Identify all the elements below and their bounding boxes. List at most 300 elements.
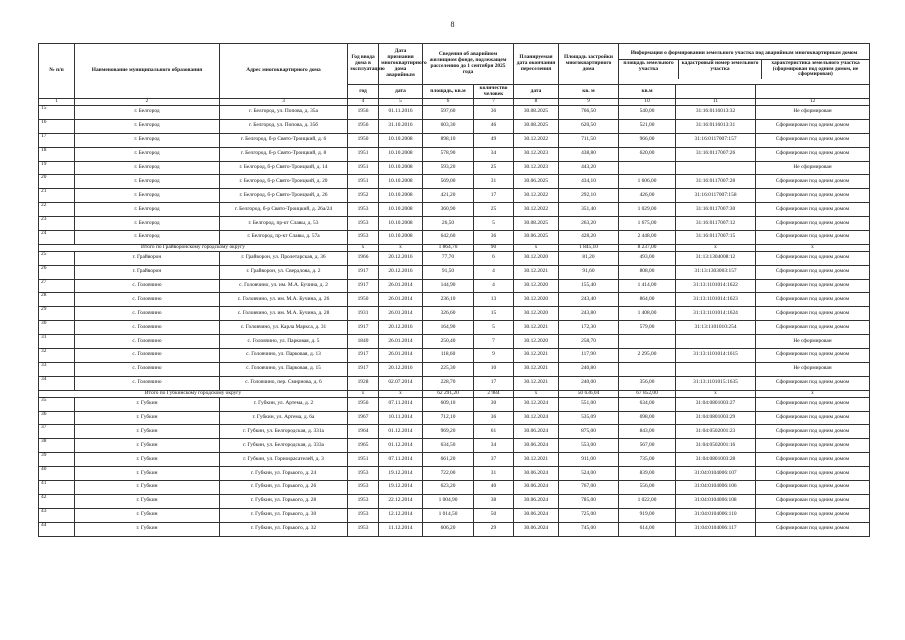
cell-people: 6: [474, 251, 514, 265]
cell-row-num: 38: [39, 439, 75, 453]
cell-land-characteristic: Сформирован под одним домом: [756, 265, 870, 279]
cell-land-characteristic: Сформирован под одним домом: [756, 279, 870, 293]
cell-address: г. Белгород, ул. Попова, д. 35б: [220, 119, 348, 133]
cell-people: 61: [474, 425, 514, 439]
cell-row-num: 16: [39, 119, 75, 133]
cell-address: с. Головчино, пер. Смирнова, д. 6: [220, 376, 348, 390]
cell-municipality: г. Белгород: [75, 230, 220, 244]
cell-cadastral-number: 31:04:0801003:29: [676, 411, 756, 425]
table-row: [39, 175, 870, 189]
cell-municipality: с. Головчино: [75, 335, 220, 349]
total-cell: 50 636,04: [559, 390, 619, 397]
cell-recognition-date: 31.10.2016: [379, 119, 423, 133]
cell-land-area: 1 414,00: [619, 279, 676, 293]
cell-people: 9: [474, 349, 514, 363]
cell-planned-date: 30.12.2022: [514, 133, 559, 147]
cell-land-characteristic: Сформирован под одним домом: [756, 439, 870, 453]
cell-area: 712,10: [423, 411, 474, 425]
cell-people: 31: [474, 175, 514, 189]
total-cell: x: [514, 244, 559, 251]
cell-cadastral-number: 31:16:0116013:32: [676, 105, 756, 119]
cell-year: 1917: [348, 321, 379, 335]
cell-year: 1917: [348, 265, 379, 279]
cell-building-area: 911,00: [559, 453, 619, 467]
cell-land-characteristic: Сформирован под одним домом: [756, 411, 870, 425]
cell-cadastral-number: 31:13:1101014:1624: [676, 307, 756, 321]
cell-cadastral-number: [676, 161, 756, 175]
cell-year: 1951: [348, 453, 379, 467]
cell-planned-date: 30.12.2022: [514, 189, 559, 203]
cell-people: 46: [474, 119, 514, 133]
cell-municipality: г. Губкин: [75, 411, 220, 425]
cell-year: 1953: [348, 508, 379, 522]
cell-planned-date: 30.12.2020: [514, 293, 559, 307]
cell-land-characteristic: Сформирован под одним домом: [756, 376, 870, 390]
table-row: [39, 251, 870, 265]
header-land-characteristic: характеристика земельного участка (сформирован под одним домом, не сформирован): [771, 59, 860, 78]
total-cell: x: [348, 390, 379, 397]
cell-planned-date: 30.06.2024: [514, 425, 559, 439]
cell-year: 1917: [348, 349, 379, 363]
cell-land-characteristic: Сформирован под одним домом: [756, 203, 870, 217]
column-numbers-row: [39, 99, 870, 106]
cell-people: 29: [474, 522, 514, 536]
cell-cadastral-number: [676, 362, 756, 376]
unit-year: год: [348, 85, 379, 99]
cell-row-num: 15: [39, 105, 75, 119]
table-row: [39, 119, 870, 133]
cell-land-area: [619, 362, 676, 376]
cell-people: 7: [474, 335, 514, 349]
cell-planned-date: 30.12.2020: [514, 335, 559, 349]
cell-cadastral-number: 31:13:1304008:12: [676, 251, 756, 265]
cell-cadastral-number: 31:13:1101014:1615: [676, 349, 756, 363]
cell-recognition-date: 20.12.2016: [379, 321, 423, 335]
cell-year: 1953: [348, 230, 379, 244]
unit-date-planned: дата: [514, 85, 559, 99]
cell-year: 1953: [348, 522, 379, 536]
cell-people: 25: [474, 161, 514, 175]
cell-people: 34: [474, 147, 514, 161]
cell-address: г. Губкин, ул. Горнospасателей, д. 3: [220, 453, 348, 467]
cell-address: г. Белгород, пр-кт Славы, д. 53: [220, 217, 348, 231]
cell-people: 25: [474, 203, 514, 217]
header-address: Адрес многоквартирного дома: [220, 44, 348, 99]
cell-building-area: 524,00: [559, 467, 619, 481]
cell-recognition-date: 10.10.2008: [379, 147, 423, 161]
cell-building-area: 240,00: [559, 376, 619, 390]
cell-address: с. Головчино, ул. им. М.А. Бучина, д. 28: [220, 307, 348, 321]
cell-area: 225,30: [423, 362, 474, 376]
cell-area: 603,30: [423, 119, 474, 133]
cell-address: г. Белгород, б-р Свято-Троицкий, д. 26а/24: [220, 203, 348, 217]
header-recognition-date: Дата признания многоквартирного дома аварийным: [379, 44, 423, 85]
cell-area: 118,60: [423, 349, 474, 363]
column-number: 7: [474, 99, 514, 106]
cell-land-area: 356,00: [619, 376, 676, 390]
cell-planned-date: 30.12.2020: [514, 307, 559, 321]
cell-building-area: 428,20: [559, 230, 619, 244]
cell-municipality: с. Головчино: [75, 293, 220, 307]
cell-cadastral-number: 31:04:0502001:23: [676, 425, 756, 439]
cell-row-num: 18: [39, 147, 75, 161]
table-row: [39, 349, 870, 363]
cell-area: 898,10: [423, 133, 474, 147]
cell-planned-date: 30.06.2024: [514, 494, 559, 508]
table-row: [39, 293, 870, 307]
cell-address: г. Белгород, б-р Свято-Троицкий, д. 14: [220, 161, 348, 175]
column-number: 2: [75, 99, 220, 106]
cell-cadastral-number: 31:04:0104006:108: [676, 494, 756, 508]
cell-land-characteristic: Сформирован под одним домом: [756, 397, 870, 411]
cell-row-num: 40: [39, 467, 75, 481]
cell-land-area: 1 029,00: [619, 203, 676, 217]
table-row: [39, 161, 870, 175]
cell-land-area: 735,00: [619, 453, 676, 467]
cell-recognition-date: 10.11.2014: [379, 411, 423, 425]
table-row: [39, 203, 870, 217]
cell-area: 609,10: [423, 397, 474, 411]
cell-planned-date: 30.06.2025: [514, 230, 559, 244]
cell-planned-date: 30.06.2025: [514, 175, 559, 189]
unit-area: площадь, кв.м: [423, 85, 474, 99]
cell-cadastral-number: 31:13:1101010:254: [676, 321, 756, 335]
cell-people: 36: [474, 230, 514, 244]
cell-land-area: 843,00: [619, 425, 676, 439]
cell-building-area: 725,00: [559, 508, 619, 522]
cell-land-characteristic: Сформирован под одним домом: [756, 230, 870, 244]
cell-building-area: 81,20: [559, 251, 619, 265]
cell-area: 77,70: [423, 251, 474, 265]
cell-address: г. Губкин, ул. Горького, д. 28: [220, 494, 348, 508]
cell-recognition-date: 10.10.2008: [379, 133, 423, 147]
cell-year: 1956: [348, 105, 379, 119]
cell-municipality: с. Головчино: [75, 279, 220, 293]
cell-building-area: 553,00: [559, 439, 619, 453]
cell-people: 5: [474, 321, 514, 335]
cell-row-num: 39: [39, 453, 75, 467]
cell-land-area: 493,00: [619, 251, 676, 265]
cell-land-characteristic: Сформирован под одним домом: [756, 133, 870, 147]
cell-recognition-date: 22.12.2014: [379, 494, 423, 508]
cell-building-area: 351,40: [559, 203, 619, 217]
cell-row-num: 33: [39, 362, 75, 376]
cell-area: 164,90: [423, 321, 474, 335]
total-cell: x: [514, 390, 559, 397]
cell-row-num: 26: [39, 265, 75, 279]
cell-cadastral-number: 31:16:0117007:157: [676, 133, 756, 147]
cell-row-num: 32: [39, 349, 75, 363]
cell-municipality: г. Губкин: [75, 494, 220, 508]
cell-building-area: 91,60: [559, 265, 619, 279]
cell-year: 1953: [348, 203, 379, 217]
cell-address: с. Головчино, ул. Парковая, д. 15: [220, 362, 348, 376]
table-row: [39, 307, 870, 321]
cell-year: 1965: [348, 439, 379, 453]
total-cell: 67 852,00: [619, 390, 676, 397]
cell-recognition-date: 26.01.2014: [379, 293, 423, 307]
cell-year: 1964: [348, 425, 379, 439]
cell-building-area: 551,00: [559, 397, 619, 411]
cell-cadastral-number: 31:13:1101015:1635: [676, 376, 756, 390]
table-row: [39, 321, 870, 335]
cell-people: 38: [474, 494, 514, 508]
cell-land-characteristic: Не сформирован: [756, 362, 870, 376]
cell-people: 34: [474, 439, 514, 453]
cell-planned-date: 30.06.2024: [514, 467, 559, 481]
cell-municipality: г. Губкин: [75, 425, 220, 439]
cell-planned-date: 30.06.2024: [514, 480, 559, 494]
cell-row-num: 23: [39, 217, 75, 231]
cell-land-area: 567,00: [619, 439, 676, 453]
cell-land-area: 698,00: [619, 411, 676, 425]
table-row: [39, 335, 870, 349]
header-planned-date: Планируемая дата окончания переселения: [514, 44, 559, 85]
cell-address: г. Белгород, б-р Свято-Троицкий, д. 6: [220, 133, 348, 147]
cell-address: г. Губкин, ул. Белгородская, д. 333а: [220, 439, 348, 453]
cell-year: 1956: [348, 397, 379, 411]
cell-year: 1953: [348, 217, 379, 231]
cell-address: г. Губкин, ул. Горького, д. 24: [220, 467, 348, 481]
table-row: [39, 425, 870, 439]
cell-year: 1951: [348, 175, 379, 189]
cell-planned-date: 30.12.2022: [514, 203, 559, 217]
cell-municipality: г. Белгород: [75, 161, 220, 175]
cell-municipality: г. Губкин: [75, 453, 220, 467]
cell-area: 1 004,90: [423, 494, 474, 508]
cell-row-num: 31: [39, 335, 75, 349]
cell-building-area: 443,20: [559, 161, 619, 175]
header-building-area: Площадь застройки многоквартирного дома: [559, 44, 619, 85]
unit-people: количество человек: [474, 85, 514, 99]
cell-row-num: 35: [39, 397, 75, 411]
cell-row-num: 29: [39, 307, 75, 321]
cell-area: 144,90: [423, 279, 474, 293]
cell-land-area: 966,00: [619, 133, 676, 147]
cell-recognition-date: 11.12.2014: [379, 522, 423, 536]
cell-recognition-date: 02.07.2014: [379, 376, 423, 390]
cell-land-characteristic: Сформирован под одним домом: [756, 508, 870, 522]
table-row: [39, 376, 870, 390]
header-land-area: площадь земельного участка: [619, 60, 679, 80]
cell-row-num: 43: [39, 508, 75, 522]
header-emergency-fund-info: Сведения об аварийном жилищном фонде, подлежащем расселению до 1 сентября 2025 года: [423, 44, 514, 85]
cell-year: 1952: [348, 189, 379, 203]
table-row: [39, 494, 870, 508]
cell-row-num: 19: [39, 161, 75, 175]
table-row: [39, 279, 870, 293]
cell-land-area: 2 448,00: [619, 230, 676, 244]
cell-area: 661,20: [423, 453, 474, 467]
cell-land-area: 2 295,00: [619, 349, 676, 363]
cell-area: 228,70: [423, 376, 474, 390]
cell-recognition-date: 10.10.2008: [379, 189, 423, 203]
cell-municipality: г. Белгород: [75, 203, 220, 217]
cell-year: 1931: [348, 307, 379, 321]
cell-building-area: 292,10: [559, 189, 619, 203]
cell-row-num: 30: [39, 321, 75, 335]
cell-municipality: с. Головчино: [75, 362, 220, 376]
cell-recognition-date: 26.01.2014: [379, 335, 423, 349]
cell-land-area: 540,00: [619, 105, 676, 119]
cell-municipality: г. Белгород: [75, 119, 220, 133]
cell-row-num: 17: [39, 133, 75, 147]
cell-planned-date: 30.06.2024: [514, 439, 559, 453]
cell-building-area: 766,50: [559, 105, 619, 119]
cell-area: 597,60: [423, 105, 474, 119]
cell-planned-date: 30.12.2020: [514, 251, 559, 265]
cell-area: 360,90: [423, 203, 474, 217]
cell-planned-date: 30.12.2024: [514, 397, 559, 411]
cell-building-area: 875,00: [559, 425, 619, 439]
cell-land-area: [619, 335, 676, 349]
cell-planned-date: 30.12.2021: [514, 362, 559, 376]
cell-cadastral-number: 31:13:1303003:157: [676, 265, 756, 279]
cell-recognition-date: 01.12.2014: [379, 425, 423, 439]
table-row: [39, 480, 870, 494]
cell-municipality: г. Грайворон: [75, 251, 220, 265]
column-number: 10: [619, 99, 676, 106]
cell-land-area: [619, 161, 676, 175]
cell-address: с. Головчино, ул. Карла Маркса, д. 31: [220, 321, 348, 335]
cell-people: 50: [474, 508, 514, 522]
cell-cadastral-number: 31:13:1101014:1623: [676, 293, 756, 307]
cell-address: г. Губкин, ул. Горького, д. 32: [220, 522, 348, 536]
cell-planned-date: 30.12.2021: [514, 321, 559, 335]
cell-land-area: 426,00: [619, 189, 676, 203]
cell-cadastral-number: 31:16:0117007:15: [676, 230, 756, 244]
cell-land-characteristic: Сформирован под одним домом: [756, 293, 870, 307]
total-cell: x: [756, 390, 870, 397]
cell-building-area: 117,90: [559, 349, 619, 363]
cell-recognition-date: 07.11.2014: [379, 397, 423, 411]
cell-municipality: г. Белгород: [75, 189, 220, 203]
cell-municipality: г. Губкин: [75, 439, 220, 453]
cell-recognition-date: 20.12.2016: [379, 362, 423, 376]
header-year: Год ввода дома в эксплуатацию: [348, 44, 379, 85]
cell-row-num: 21: [39, 189, 75, 203]
total-cell: 1 845,10: [559, 244, 619, 251]
cell-year: 1951: [348, 161, 379, 175]
cell-municipality: г. Губкин: [75, 467, 220, 481]
cell-municipality: с. Головчино: [75, 349, 220, 363]
cell-building-area: 785,00: [559, 494, 619, 508]
cell-area: 593,20: [423, 161, 474, 175]
table-body: [39, 105, 870, 536]
cell-recognition-date: 19.12.2014: [379, 480, 423, 494]
cell-cadastral-number: 31:16:0117007:26: [676, 147, 756, 161]
cell-cadastral-number: 31:04:0104006:106: [676, 480, 756, 494]
cell-cadastral-number: 31:13:1101014:1622: [676, 279, 756, 293]
cell-address: с. Головчино, ул. Парковая, д. 5: [220, 335, 348, 349]
cell-cadastral-number: 31:04:0104006:110: [676, 508, 756, 522]
column-number: 8: [514, 99, 559, 106]
column-number: 3: [220, 99, 348, 106]
table-row: [39, 189, 870, 203]
total-cell: 62 291,20: [423, 390, 474, 397]
cell-land-area: 919,00: [619, 508, 676, 522]
header-cadastral: кадастровый номер земельного участка: [679, 60, 762, 80]
cell-row-num: 36: [39, 411, 75, 425]
cell-year: 1967: [348, 411, 379, 425]
total-cell: x: [379, 390, 423, 397]
cell-planned-date: 30.08.2025: [514, 119, 559, 133]
cell-planned-date: 30.08.2025: [514, 105, 559, 119]
cell-land-area: 1 606,00: [619, 175, 676, 189]
cell-row-num: 28: [39, 293, 75, 307]
header-land-group: Информация о формировании земельного участка под аварийным многоквартирным домом: [619, 49, 869, 60]
table-row: [39, 411, 870, 425]
header-municipality: Наименование муниципального образования: [75, 44, 220, 99]
cell-building-area: 243,80: [559, 307, 619, 321]
cell-land-area: 1 408,00: [619, 307, 676, 321]
cell-area: 250,40: [423, 335, 474, 349]
cell-people: 36: [474, 411, 514, 425]
cell-building-area: 172,30: [559, 321, 619, 335]
cell-building-area: 155,40: [559, 279, 619, 293]
header-num: № п/п: [39, 44, 75, 99]
cell-building-area: 438,80: [559, 147, 619, 161]
total-row: [39, 390, 870, 397]
cell-municipality: с. Головчино: [75, 376, 220, 390]
cell-area: 642,60: [423, 230, 474, 244]
cell-land-characteristic: Сформирован под одним домом: [756, 522, 870, 536]
cell-land-characteristic: Сформирован под одним домом: [756, 217, 870, 231]
cell-building-area: 434,10: [559, 175, 619, 189]
cell-municipality: г. Губкин: [75, 397, 220, 411]
cell-cadastral-number: 31:16:0117007:12: [676, 217, 756, 231]
cell-cadastral-number: 31:16:0116013:31: [676, 119, 756, 133]
cell-municipality: г. Белгород: [75, 175, 220, 189]
cell-building-area: 620,50: [559, 119, 619, 133]
cell-municipality: г. Губкин: [75, 522, 220, 536]
cell-recognition-date: 01.12.2014: [379, 439, 423, 453]
cell-land-characteristic: Не сформирован: [756, 161, 870, 175]
total-cell: x: [379, 244, 423, 251]
cell-address: г. Губкин, ул. Горького, д. 26: [220, 480, 348, 494]
cell-area: 26,50: [423, 217, 474, 231]
cell-land-characteristic: Не сформирован: [756, 335, 870, 349]
cell-people: 40: [474, 480, 514, 494]
page-number: 8: [450, 20, 455, 29]
cell-cadastral-number: 31:16:0117007:158: [676, 189, 756, 203]
cell-land-area: 521,00: [619, 119, 676, 133]
cell-land-characteristic: Сформирован под одним домом: [756, 307, 870, 321]
cell-address: г. Белгород, ул. Попова, д. 35а: [220, 105, 348, 119]
total-cell: x: [756, 244, 870, 251]
total-cell: 90: [474, 244, 514, 251]
housing-register-table: [38, 43, 870, 537]
cell-land-area: 556,00: [619, 480, 676, 494]
cell-municipality: г. Губкин: [75, 480, 220, 494]
cell-recognition-date: 07.11.2014: [379, 453, 423, 467]
cell-people: 31: [474, 467, 514, 481]
total-cell: x: [676, 244, 756, 251]
cell-people: 49: [474, 133, 514, 147]
cell-recognition-date: 20.12.2016: [379, 265, 423, 279]
cell-address: г. Губкин, ул. Горького, д. 30: [220, 508, 348, 522]
table-row: [39, 508, 870, 522]
cell-people: 15: [474, 307, 514, 321]
cell-building-area: 240,80: [559, 362, 619, 376]
cell-area: 421,20: [423, 189, 474, 203]
cell-land-characteristic: Сформирован под одним домом: [756, 494, 870, 508]
cell-cadastral-number: 31:04:0104006:117: [676, 522, 756, 536]
column-number: 9: [559, 99, 619, 106]
cell-year: 1840: [348, 335, 379, 349]
cell-year: 1953: [348, 480, 379, 494]
cell-recognition-date: 20.12.2016: [379, 251, 423, 265]
